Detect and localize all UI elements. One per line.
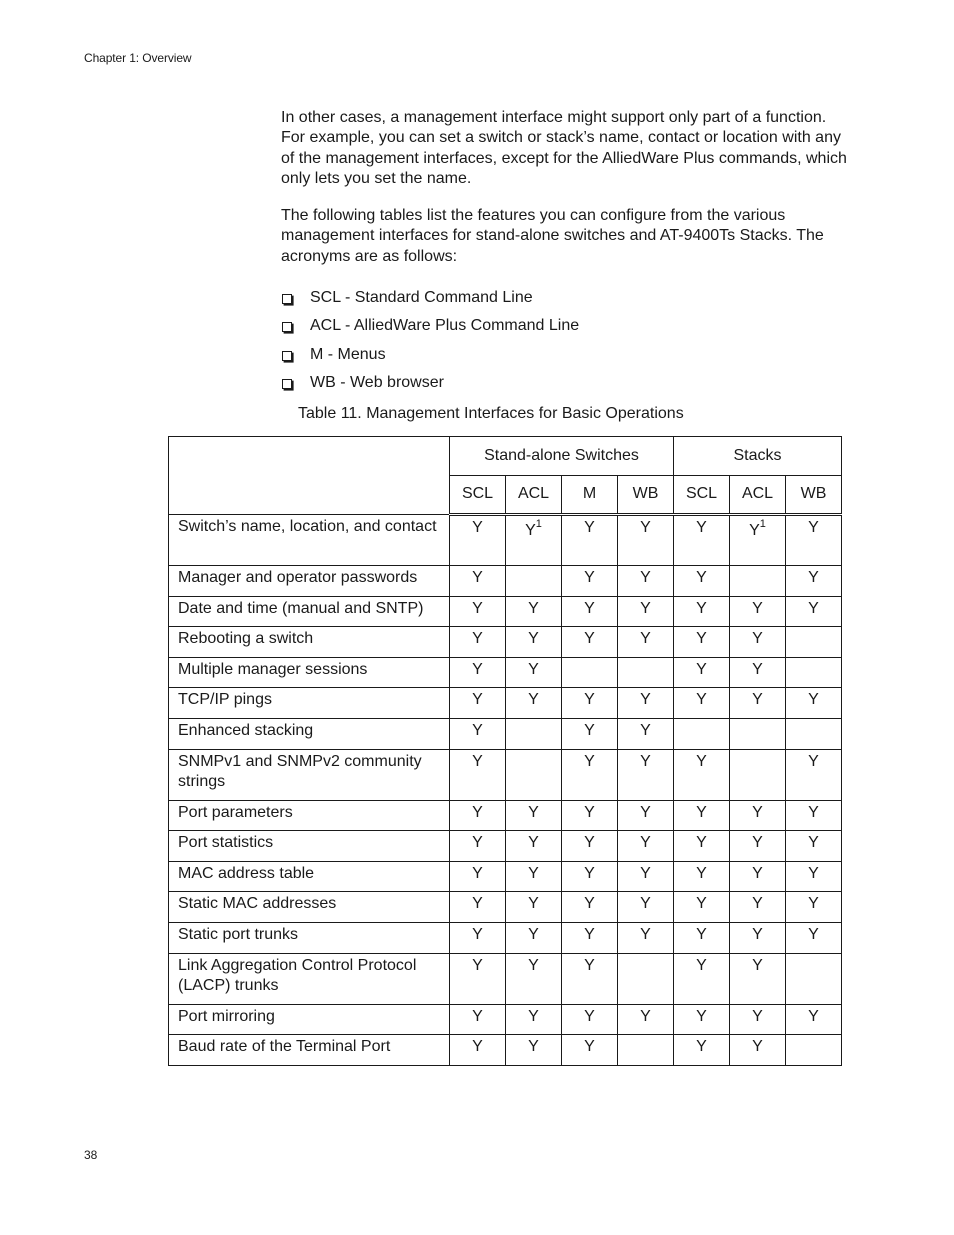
support-mark: Y (528, 834, 539, 852)
support-cell (450, 515, 506, 566)
support-mark: Y (472, 630, 483, 648)
feature-header-cell (169, 437, 450, 515)
support-cell (506, 861, 562, 892)
acronym-text: ACL - AlliedWare Plus Command Line (310, 317, 580, 335)
support-mark: Y (752, 925, 763, 943)
support-mark: Y (808, 1007, 819, 1025)
support-cell (450, 922, 506, 953)
support-mark: Y (472, 721, 483, 739)
support-mark: Y (584, 630, 595, 648)
support-cell (562, 515, 618, 566)
feature-cell: SNMPv1 and SNMPv2 community strings (169, 749, 450, 800)
support-cell (618, 861, 674, 892)
support-cell (618, 515, 674, 566)
support-cell (450, 718, 506, 749)
support-mark: Y (584, 519, 595, 536)
management-interfaces-table (168, 436, 842, 1066)
support-cell (786, 861, 842, 892)
table-row (169, 718, 842, 749)
support-mark: Y (584, 803, 595, 821)
support-mark: Y (584, 895, 595, 913)
column-header-acl: ACL (506, 476, 562, 515)
support-mark: Y (640, 691, 651, 709)
table-row (169, 1004, 842, 1035)
support-cell (674, 1004, 730, 1035)
support-mark: Y (584, 1007, 595, 1025)
support-cell (562, 718, 618, 749)
support-cell (786, 749, 842, 800)
support-cell (674, 861, 730, 892)
support-cell (618, 657, 674, 688)
support-cell (562, 831, 618, 862)
support-cell (786, 800, 842, 831)
acronym-text: WB - Web browser (310, 373, 444, 391)
support-mark: Y (584, 925, 595, 943)
support-mark: Y (696, 519, 707, 536)
support-mark: Y (528, 1007, 539, 1025)
support-cell (450, 566, 506, 597)
support-cell (730, 657, 786, 688)
support-mark: Y (472, 895, 483, 913)
support-cell (786, 657, 842, 688)
column-header-wb: WB (786, 476, 842, 515)
feature-cell: Enhanced stacking (169, 718, 450, 749)
support-mark: Y (528, 864, 539, 882)
support-cell (730, 688, 786, 719)
acronym-item (281, 345, 851, 365)
support-mark: Y (472, 1038, 483, 1056)
support-cell (506, 922, 562, 953)
support-cell (562, 688, 618, 719)
support-mark: Y (640, 925, 651, 943)
feature-cell: MAC address table (169, 861, 450, 892)
support-mark: Y (752, 834, 763, 852)
support-mark: Y (640, 834, 651, 852)
support-cell (562, 1035, 618, 1066)
support-cell (786, 688, 842, 719)
table-row (169, 749, 842, 800)
running-head: Chapter 1: Overview (84, 51, 192, 65)
support-mark: Y (752, 630, 763, 648)
support-cell (562, 657, 618, 688)
support-cell (618, 1004, 674, 1035)
support-cell (562, 953, 618, 1004)
checkbox-bullet-icon (282, 351, 292, 361)
support-cell (730, 892, 786, 923)
support-cell (786, 566, 842, 597)
support-cell (450, 892, 506, 923)
support-mark: Y (472, 519, 483, 536)
support-mark: Y (640, 519, 651, 536)
support-mark: Y (696, 630, 707, 648)
intro-paragraph-1: In other cases, a management interface might support only part of a function. For example, you can set a switch or stack’s name, contact or location with any of the management interfaces, except for the AlliedWare Plus commands, which only lets you set the name. (281, 109, 847, 188)
support-cell (730, 831, 786, 862)
support-cell (506, 1035, 562, 1066)
support-mark: Y (752, 956, 763, 974)
support-mark: Y (472, 803, 483, 821)
feature-cell: Switch’s name, location, and contact (169, 515, 450, 566)
support-mark: Y (696, 956, 707, 974)
support-mark: Y (696, 660, 707, 678)
table-row (169, 861, 842, 892)
support-mark: Y (528, 1038, 539, 1056)
support-cell (618, 922, 674, 953)
support-mark: Y (752, 803, 763, 821)
feature-cell: Port statistics (169, 831, 450, 862)
support-mark: Y (808, 864, 819, 882)
support-mark: Y (584, 1038, 595, 1056)
support-mark: Y (472, 834, 483, 852)
table-row (169, 831, 842, 862)
support-cell (562, 749, 618, 800)
support-cell (618, 831, 674, 862)
support-cell (506, 596, 562, 627)
support-cell (450, 953, 506, 1004)
support-mark: Y (472, 925, 483, 943)
support-cell (506, 688, 562, 719)
column-header-acl: ACL (730, 476, 786, 515)
support-cell (730, 1004, 786, 1035)
table-caption: Table 11. Management Interfaces for Basic Operations (298, 405, 684, 422)
support-mark: Y (696, 803, 707, 821)
support-mark: Y (472, 956, 483, 974)
support-cell (730, 596, 786, 627)
support-cell (674, 596, 730, 627)
support-mark: Y (752, 1007, 763, 1025)
support-mark: Y (808, 599, 819, 617)
support-cell (450, 627, 506, 658)
column-header-m: M (562, 476, 618, 515)
support-cell (506, 892, 562, 923)
footnote-marker: 1 (535, 518, 542, 530)
support-mark: Y (808, 752, 819, 770)
support-mark: Y (752, 691, 763, 709)
support-cell (674, 892, 730, 923)
support-cell (618, 892, 674, 923)
support-cell (730, 566, 786, 597)
support-mark: Y (528, 895, 539, 913)
support-mark: Y (640, 895, 651, 913)
table-row (169, 566, 842, 597)
support-mark: Y (528, 925, 539, 943)
support-cell (674, 749, 730, 800)
support-mark: Y (640, 630, 651, 648)
acronym-text: M - Menus (310, 345, 386, 363)
support-mark: Y (472, 752, 483, 770)
support-cell (506, 831, 562, 862)
support-cell (730, 800, 786, 831)
support-cell (618, 800, 674, 831)
support-mark: Y (696, 834, 707, 852)
table-row (169, 1035, 842, 1066)
table-row (169, 596, 842, 627)
support-cell (786, 627, 842, 658)
feature-cell: Link Aggregation Control Protocol (LACP) trunks (169, 953, 450, 1004)
support-cell (450, 688, 506, 719)
support-cell (450, 831, 506, 862)
support-mark: Y (696, 691, 707, 709)
checkbox-bullet-icon (282, 379, 292, 389)
support-mark: Y (472, 660, 483, 678)
table-row (169, 688, 842, 719)
support-cell (618, 1035, 674, 1066)
support-cell (618, 627, 674, 658)
support-cell (674, 515, 730, 566)
support-cell (786, 718, 842, 749)
support-cell (618, 596, 674, 627)
support-cell (674, 718, 730, 749)
support-cell (618, 749, 674, 800)
feature-cell: TCP/IP pings (169, 688, 450, 719)
support-mark: Y (640, 864, 651, 882)
checkbox-bullet-icon (282, 322, 292, 332)
support-cell (730, 749, 786, 800)
support-cell (506, 718, 562, 749)
support-cell (450, 1035, 506, 1066)
support-cell (506, 953, 562, 1004)
support-mark: Y (584, 956, 595, 974)
support-cell (506, 1004, 562, 1035)
support-mark: Y (808, 834, 819, 852)
acronym-item (281, 288, 851, 308)
support-cell (506, 627, 562, 658)
support-cell (562, 922, 618, 953)
support-cell (450, 800, 506, 831)
support-cell (562, 1004, 618, 1035)
support-cell (562, 800, 618, 831)
feature-cell: Baud rate of the Terminal Port (169, 1035, 450, 1066)
support-mark: Y (640, 721, 651, 739)
support-mark: Y (640, 599, 651, 617)
support-cell (506, 566, 562, 597)
support-cell (618, 718, 674, 749)
support-cell (674, 922, 730, 953)
support-mark: Y (584, 752, 595, 770)
support-cell (786, 892, 842, 923)
support-mark: Y (528, 956, 539, 974)
support-cell (674, 627, 730, 658)
group-header-standalone: Stand-alone Switches (450, 437, 674, 476)
support-mark: Y (696, 752, 707, 770)
support-mark: Y (808, 519, 819, 536)
support-mark: Y (528, 803, 539, 821)
support-mark: Y (696, 1038, 707, 1056)
footnote-marker: 1 (759, 518, 766, 530)
support-mark: Y (696, 925, 707, 943)
intro-paragraph-2: The following tables list the features you can configure from the various management interfaces for stand-alone switches and AT-9400Ts Stacks. The acronyms are as follows: (281, 207, 824, 265)
feature-cell: Port parameters (169, 800, 450, 831)
table-row (169, 892, 842, 923)
support-mark: Y (584, 569, 595, 586)
feature-cell: Port mirroring (169, 1004, 450, 1035)
support-mark: Y (696, 599, 707, 617)
support-mark: Y (808, 691, 819, 709)
support-mark: Y (752, 660, 763, 678)
support-cell (730, 515, 786, 566)
support-mark: Y (640, 1007, 651, 1025)
support-mark: Y (528, 630, 539, 648)
support-cell (674, 657, 730, 688)
acronym-item (281, 316, 851, 336)
support-cell (786, 831, 842, 862)
column-header-scl: SCL (450, 476, 506, 515)
support-mark: Y (584, 834, 595, 852)
column-header-wb: WB (618, 476, 674, 515)
table-row (169, 953, 842, 1004)
support-cell (674, 953, 730, 1004)
support-mark: Y (752, 599, 763, 617)
support-cell (786, 922, 842, 953)
support-mark: Y (752, 1038, 763, 1056)
support-cell (562, 596, 618, 627)
support-mark: Y (472, 864, 483, 882)
acronym-list (281, 288, 851, 393)
support-cell (786, 515, 842, 566)
support-cell (674, 688, 730, 719)
checkbox-bullet-icon (282, 294, 292, 304)
feature-cell: Manager and operator passwords (169, 566, 450, 597)
support-cell (450, 1004, 506, 1035)
support-cell (562, 861, 618, 892)
support-cell (730, 922, 786, 953)
acronym-item (281, 373, 851, 393)
support-mark: Y (640, 803, 651, 821)
support-cell (562, 627, 618, 658)
support-cell (674, 566, 730, 597)
support-cell (506, 749, 562, 800)
support-mark: Y (752, 895, 763, 913)
support-mark: Y (584, 599, 595, 617)
support-mark: Y (640, 569, 651, 586)
support-mark: Y (808, 803, 819, 821)
support-mark: Y (584, 721, 595, 739)
feature-cell: Multiple manager sessions (169, 657, 450, 688)
support-mark: Y (472, 599, 483, 617)
support-cell (450, 861, 506, 892)
support-mark: Y (752, 864, 763, 882)
support-cell (730, 627, 786, 658)
support-cell (730, 1035, 786, 1066)
support-mark: Y (528, 691, 539, 709)
support-cell (450, 596, 506, 627)
support-cell (506, 515, 562, 566)
support-cell (562, 566, 618, 597)
feature-cell: Static MAC addresses (169, 892, 450, 923)
support-cell (786, 596, 842, 627)
table-row (169, 515, 842, 566)
support-cell (618, 953, 674, 1004)
support-cell (730, 718, 786, 749)
support-cell (450, 749, 506, 800)
table-row (169, 800, 842, 831)
body-text (281, 108, 851, 401)
support-cell (618, 566, 674, 597)
support-cell (730, 861, 786, 892)
support-mark: Y (528, 599, 539, 617)
support-mark: Y (749, 522, 760, 539)
feature-cell: Static port trunks (169, 922, 450, 953)
support-mark: Y (525, 522, 536, 539)
support-mark: Y (584, 691, 595, 709)
support-cell (506, 800, 562, 831)
table-row (169, 922, 842, 953)
support-mark: Y (696, 864, 707, 882)
support-cell (674, 800, 730, 831)
support-mark: Y (472, 691, 483, 709)
support-cell (674, 1035, 730, 1066)
support-cell (786, 1004, 842, 1035)
support-cell (562, 892, 618, 923)
support-cell (450, 657, 506, 688)
page-number: 38 (84, 1148, 98, 1162)
support-mark: Y (472, 569, 483, 586)
support-cell (674, 831, 730, 862)
table-row (169, 627, 842, 658)
support-mark: Y (696, 569, 707, 586)
support-mark: Y (696, 895, 707, 913)
support-mark: Y (472, 1007, 483, 1025)
support-mark: Y (640, 752, 651, 770)
support-mark: Y (696, 1007, 707, 1025)
support-mark: Y (808, 569, 819, 586)
support-cell (786, 953, 842, 1004)
feature-cell: Date and time (manual and SNTP) (169, 596, 450, 627)
support-mark: Y (808, 895, 819, 913)
acronym-text: SCL - Standard Command Line (310, 289, 533, 307)
column-header-scl: SCL (674, 476, 730, 515)
support-mark: Y (584, 864, 595, 882)
table-row (169, 657, 842, 688)
support-mark: Y (808, 925, 819, 943)
support-cell (786, 1035, 842, 1066)
group-header-stacks: Stacks (674, 437, 842, 476)
feature-cell: Rebooting a switch (169, 627, 450, 658)
support-cell (618, 688, 674, 719)
support-cell (506, 657, 562, 688)
support-mark: Y (528, 660, 539, 678)
support-cell (730, 953, 786, 1004)
